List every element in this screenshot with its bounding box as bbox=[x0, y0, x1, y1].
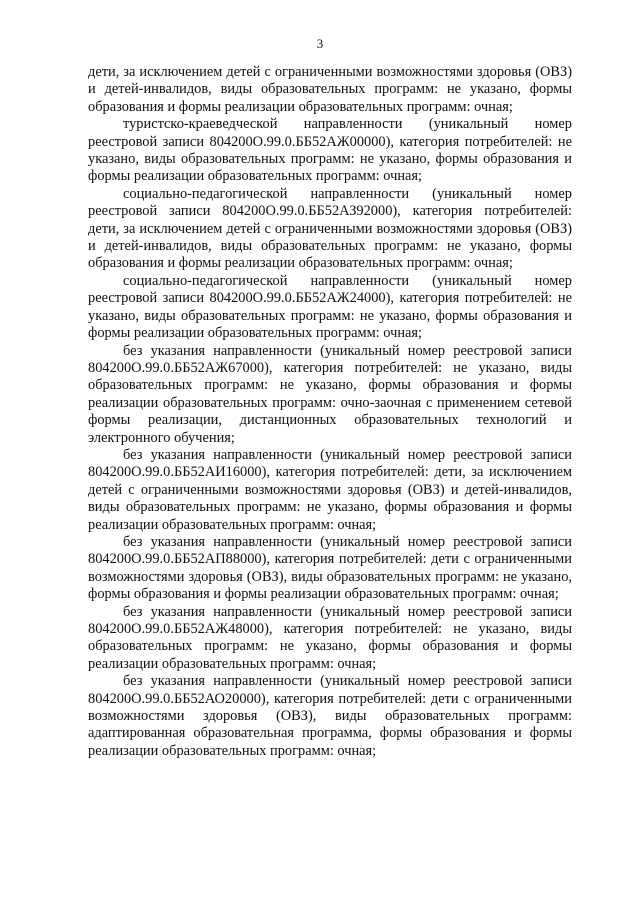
paragraph-social-pedagogical-1: социально-педагогической направленности (уникальный номер реестровой записи 804200О.99.0.ББ52АЗ92000), категория потребителей: дети, за исключением детей с ограниченными возможностями здоровья (ОВЗ) и детей-инвалидов, виды образовательных программ: не указано, формы образования и формы реализации образовательных программ: очная; bbox=[88, 185, 572, 272]
paragraph-no-direction-2: без указания направленности (уникальный номер реестровой записи 804200О.99.0.ББ52АИ16000), категория потребителей: дети, за исключением детей с ограниченными возможностями здоровья (ОВЗ) и детей-инвалидов, виды образовательных программ: не указано, формы образования и формы реализации образовательных программ: очная; bbox=[88, 446, 572, 533]
paragraph-no-direction-5: без указания направленности (уникальный номер реестровой записи 804200О.99.0.ББ52АО20000), категория потребителей: дети с ограниченными возможностями здоровья (ОВЗ), виды образовательных программ: адаптированная образовательная программа, формы образования и формы реализации образовательных программ: очная; bbox=[88, 673, 572, 759]
page-number: 3 bbox=[316, 36, 324, 51]
paragraph-continuation: дети, за исключением детей с ограниченными возможностями здоровья (ОВЗ) и детей-инвалидов, виды образовательных программ: не указано, формы образования и формы реализации образовательных программ: очная; bbox=[88, 64, 572, 115]
document-body bbox=[88, 64, 572, 760]
paragraph-social-pedagogical-2: социально-педагогической направленности (уникальный номер реестровой записи 804200О.99.0.ББ52АЖ24000), категория потребителей: не указано, виды образовательных программ: не указано, формы образования и формы реализации образовательных программ: очная; bbox=[88, 272, 572, 342]
paragraph-no-direction-4: без указания направленности (уникальный номер реестровой записи 804200О.99.0.ББ52АЖ48000), категория потребителей: не указано, виды образовательных программ: не указано, формы образования и формы реализации образовательных программ: очная; bbox=[88, 603, 572, 672]
paragraph-no-direction-3: без указания направленности (уникальный номер реестровой записи 804200О.99.0.ББ52АП88000), категория потребителей: дети с ограниченными возможностями здоровья (ОВЗ), виды образовательных программ: не указано, формы образования и формы реализации образовательных программ: очная; bbox=[88, 533, 572, 603]
paragraph-tourist-local-history: туристско-краеведческой направленности (уникальный номер реестровой записи 804200О.99.0.ББ52АЖ00000), категория потребителей: не указано, виды образовательных программ: не указано, формы образования и формы реализации образовательных программ: очная; bbox=[88, 116, 572, 185]
paragraph-no-direction-1: без указания направленности (уникальный номер реестровой записи 804200О.99.0.ББ52АЖ67000), категория потребителей: не указано, виды образовательных программ: не указано, формы образования и формы реализации образовательных программ: очно-заочная с применением сетевой формы реализации, дистанционных образовательных технологий и электронного обучения; bbox=[88, 342, 572, 446]
